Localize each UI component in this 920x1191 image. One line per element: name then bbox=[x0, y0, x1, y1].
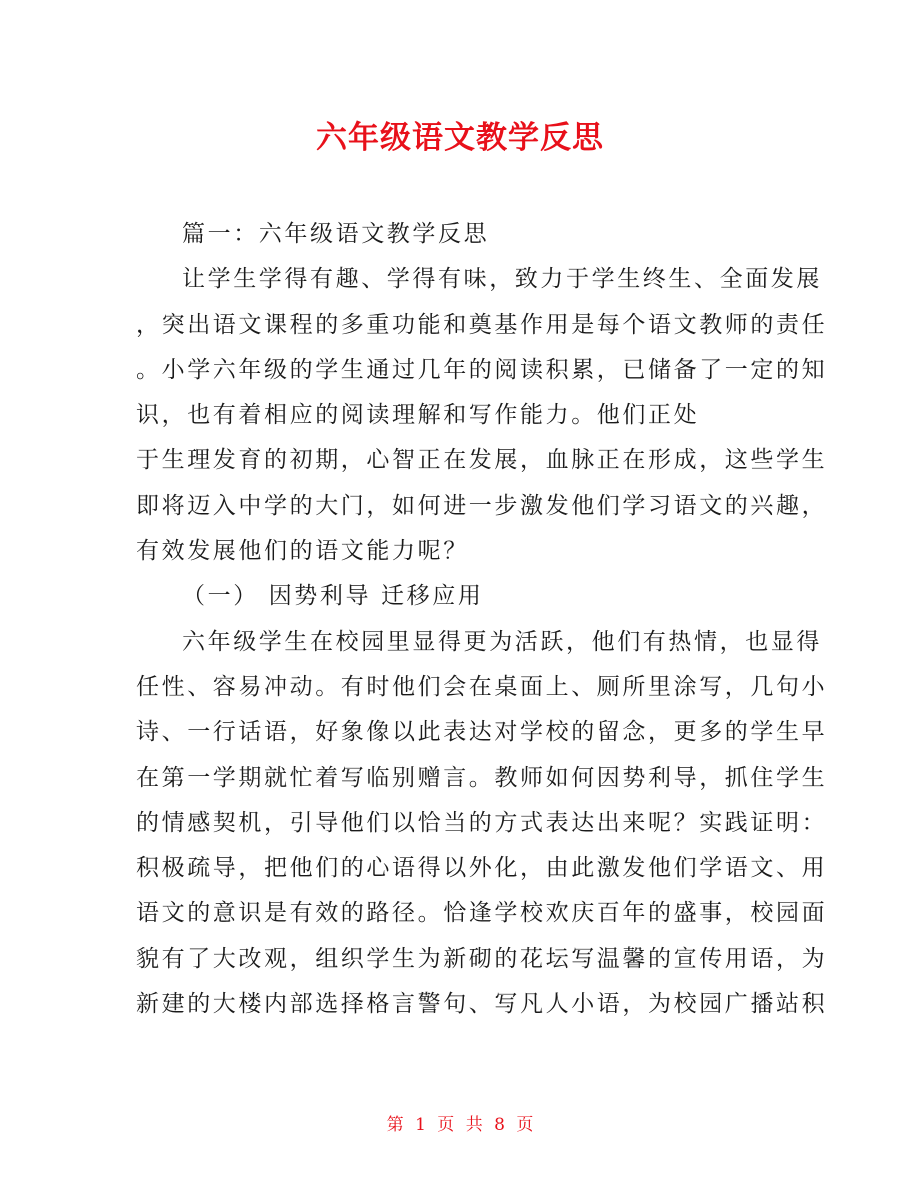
paragraph-line: 语文的意识是有效的路径。恰逢学校欢庆百年的盛事，校园面 bbox=[136, 900, 828, 927]
paragraph-line: ，突出语文课程的多重功能和奠基作用是每个语文教师的责任 bbox=[136, 311, 828, 338]
paragraph-line: 诗、一行话语，好象像以此表达对学校的留念，更多的学生早 bbox=[136, 719, 828, 746]
paragraph-line: 新建的大楼内部选择格言警句、写凡人小语，为校园广播站积 bbox=[136, 991, 828, 1018]
paragraph-line: 的情感契机，引导他们以恰当的方式表达出来呢？实践证明： bbox=[136, 809, 828, 836]
paragraph-line: 积极疏导，把他们的心语得以外化，由此激发他们学语文、用 bbox=[136, 855, 828, 882]
paragraph-line: 让学生学得有趣、学得有味，致力于学生终生、全面发展 bbox=[182, 266, 822, 293]
page-number-footer: 第 1 页 共 8 页 bbox=[386, 1115, 534, 1135]
paragraph-line: 貌有了大改观，组织学生为新砌的花坛写温馨的宣传用语，为 bbox=[136, 945, 828, 972]
document-title: 六年级语文教学反思 bbox=[316, 120, 604, 156]
paragraph-line: 有效发展他们的语文能力呢？ bbox=[136, 538, 469, 565]
document-body bbox=[136, 212, 828, 1027]
paragraph-line: 任性、容易冲动。有时他们会在桌面上、厕所里涂写，几句小 bbox=[136, 673, 828, 700]
section-heading: 篇一：六年级语文教学反思 bbox=[182, 221, 490, 247]
paragraph-line: 六年级学生在校园里显得更为活跃，他们有热情，也显得 bbox=[182, 628, 822, 655]
paragraph-line: 即将迈入中学的大门，如何进一步激发他们学习语文的兴趣， bbox=[136, 492, 828, 519]
paragraph-line: 在第一学期就忙着写临别赠言。教师如何因势利导，抓住学生 bbox=[136, 764, 828, 791]
paragraph-line: 于生理发育的初期，心智正在发展，血脉正在形成，这些学生 bbox=[136, 447, 828, 474]
paragraph-line: 识，也有着相应的阅读理解和写作能力。他们正处 bbox=[136, 402, 700, 429]
paragraph-line: 。小学六年级的学生通过几年的阅读积累，已储备了一定的知 bbox=[136, 356, 828, 383]
subsection-heading: （一） 因势利导 迁移应用 bbox=[182, 583, 484, 610]
